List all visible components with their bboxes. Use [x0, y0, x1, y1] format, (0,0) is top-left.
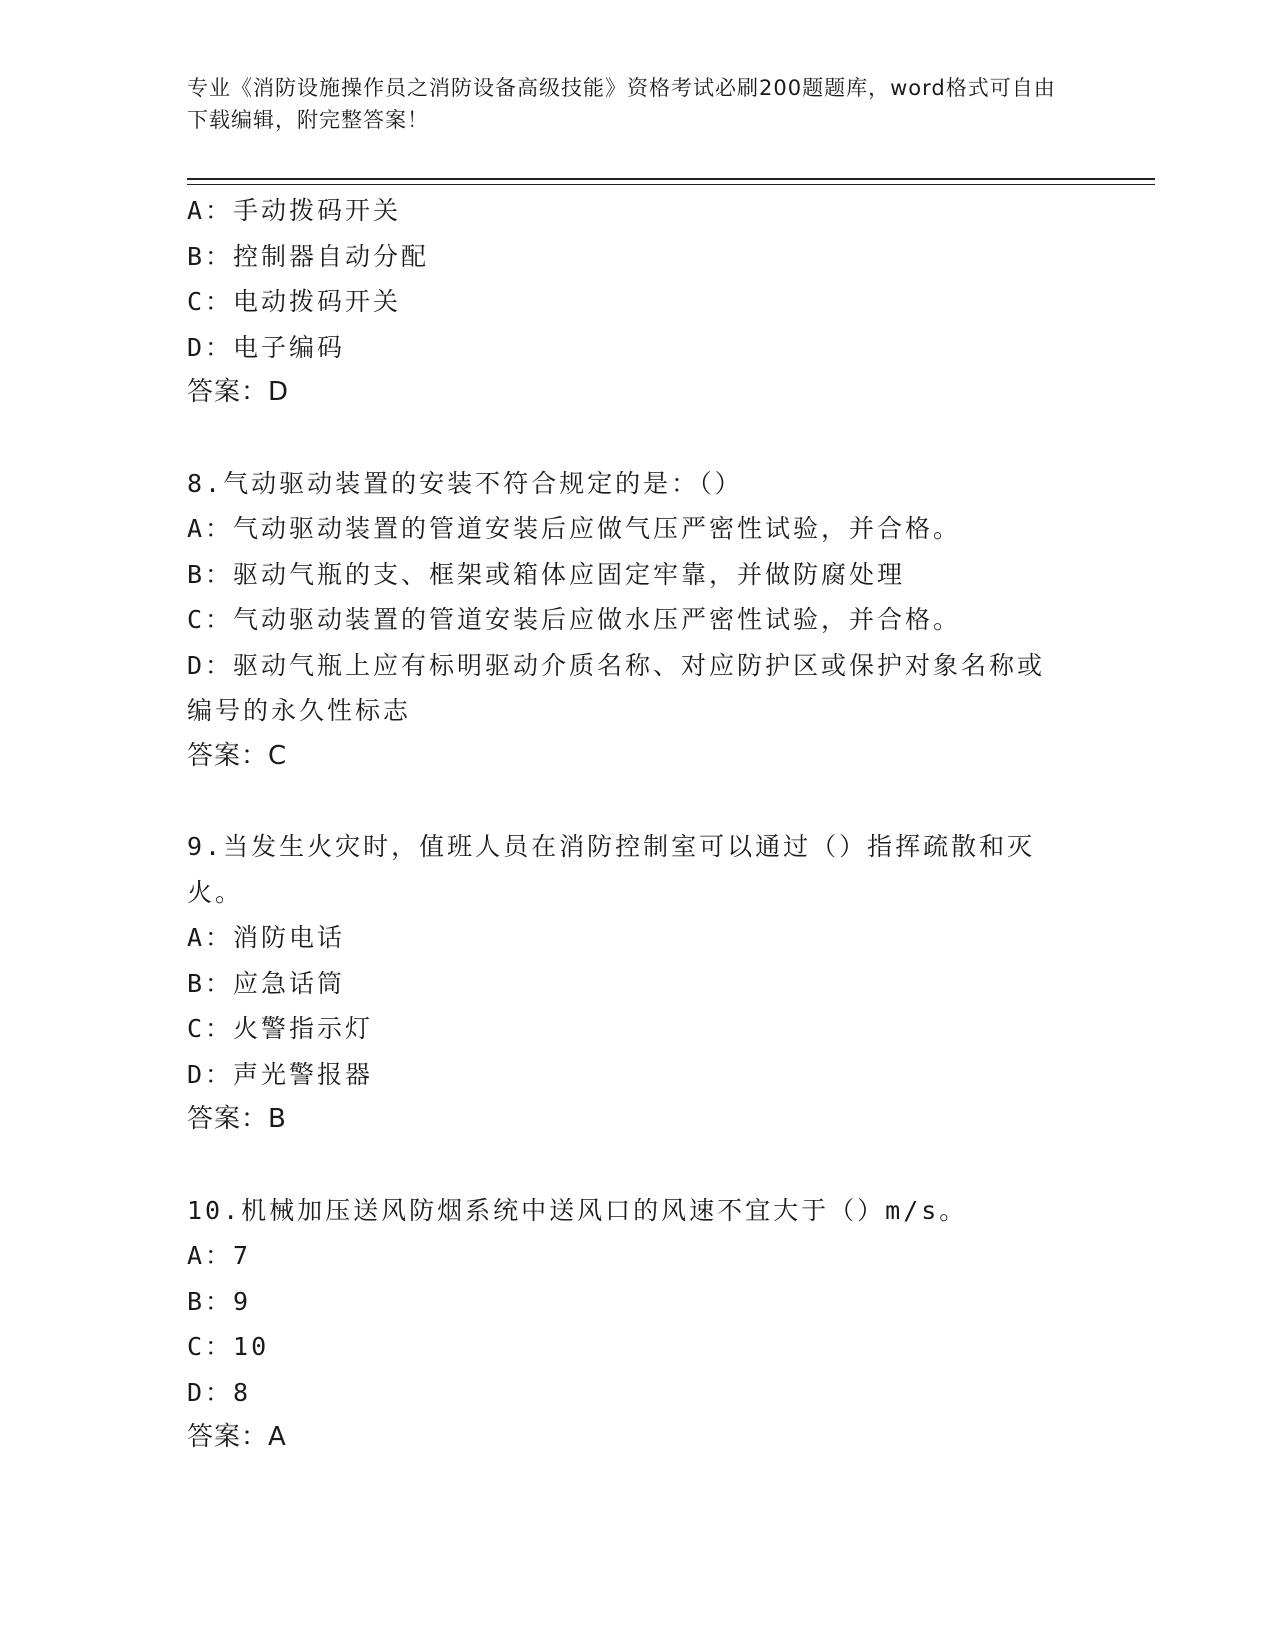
question-text: 8.气动驱动装置的安装不符合规定的是：（） [187, 468, 743, 498]
question-text: 9.当发生火灾时，值班人员在消防控制室可以通过（）指挥疏散和灭火。 [187, 832, 1036, 907]
option-d: D：8 [187, 1377, 252, 1407]
answer: 答案：C [187, 740, 288, 771]
question-list [187, 188, 1087, 1461]
option-d: D：电子编码 [187, 332, 346, 362]
option-a: A：气动驱动装置的管道安装后应做气压严密性试验，并合格。 [187, 514, 962, 543]
option-c: C：气动驱动装置的管道安装后应做水压严密性试验，并合格。 [187, 605, 962, 634]
spacer [187, 1143, 1087, 1188]
question-9 [187, 824, 1087, 1143]
spacer [187, 779, 1087, 824]
option-b: B：驱动气瓶的支、框架或箱体应固定牢靠，并做防腐处理 [187, 559, 906, 589]
spacer [187, 416, 1087, 461]
header-divider-thin [187, 184, 1155, 185]
question-10 [187, 1188, 1087, 1461]
answer: 答案：D [187, 377, 290, 407]
option-b: B：9 [187, 1286, 252, 1316]
option-c: C：10 [187, 1332, 270, 1361]
option-b: B：控制器自动分配 [187, 241, 430, 271]
question-8 [187, 461, 1087, 780]
option-c: C：电动拨码开关 [187, 287, 402, 316]
document-header: 专业《消防设施操作员之消防设备高级技能》资格考试必刷200题题库，word格式可自由下载编辑，附完整答案！ [187, 76, 1056, 132]
option-d: D：声光警报器 [187, 1059, 374, 1089]
option-d: D：驱动气瓶上应有标明驱动介质名称、对应防护区或保护对象名称或编号的永久性标志 [187, 650, 1046, 725]
option-a: A：手动拨码开关 [187, 196, 402, 225]
option-c: C：火警指示灯 [187, 1014, 374, 1043]
option-b: B：应急话筒 [187, 968, 346, 998]
question-7 [187, 188, 1087, 416]
option-a: A：7 [187, 1241, 252, 1270]
answer: 答案：B [187, 1104, 287, 1134]
answer: 答案：A [187, 1422, 287, 1452]
option-a: A：消防电话 [187, 923, 346, 952]
question-text: 10.机械加压送风防烟系统中送风口的风速不宜大于（）m/s。 [187, 1195, 968, 1225]
header-divider-thick [187, 178, 1155, 180]
